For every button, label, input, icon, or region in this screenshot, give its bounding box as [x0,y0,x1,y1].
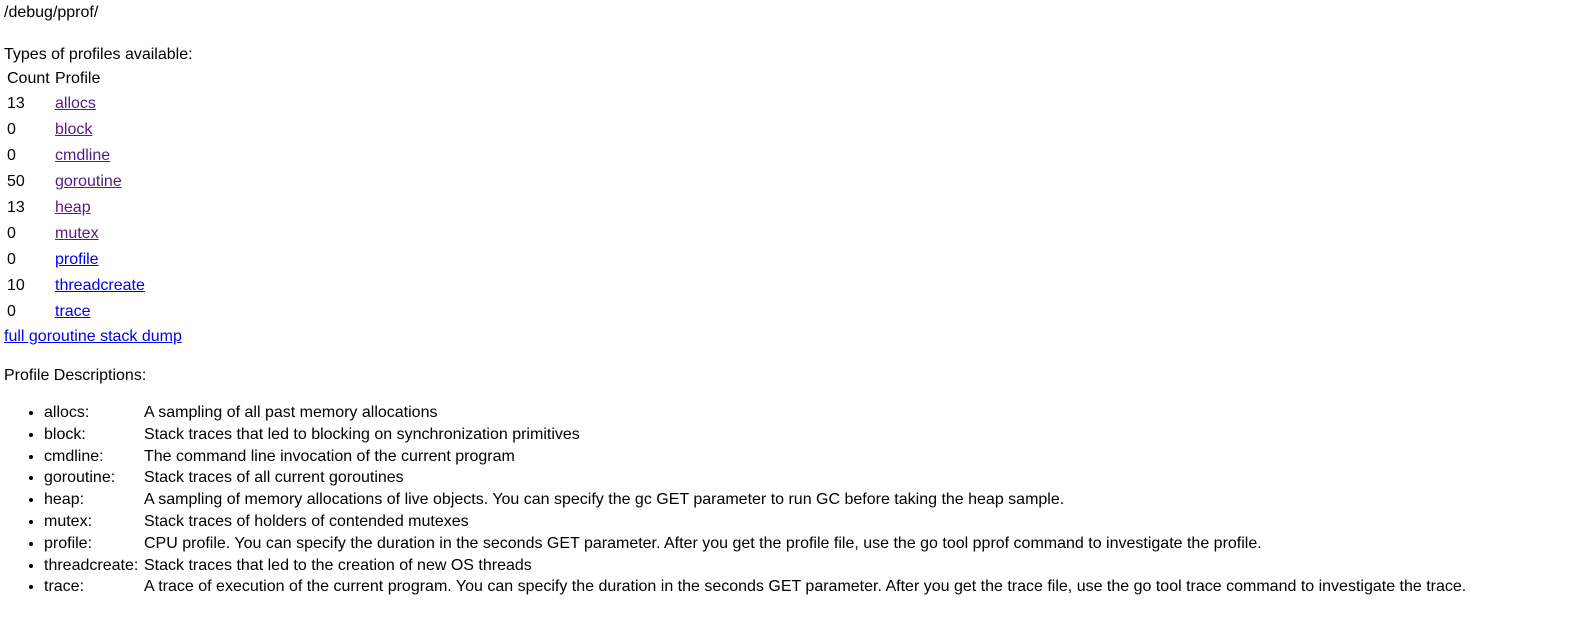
profile-count: 13 [7,95,25,112]
list-item [44,511,1576,533]
descriptions-list [4,402,1576,598]
profile-name: allocs: [44,404,90,421]
full-goroutine-stack-dump-link[interactable]: full goroutine stack dump [4,328,182,345]
profile-description: A sampling of all past memory allocations [144,404,438,421]
table-row [6,300,146,324]
profile-description: CPU profile. You can specify the duration in the seconds GET parameter. After you get the profile file, use the go tool pprof command to investigate the profile. [144,534,1262,552]
profile-description: Stack traces of all current goroutines [144,469,404,487]
profile-link-goroutine[interactable]: goroutine [55,173,122,190]
profile-link-trace[interactable]: trace [55,303,91,320]
profile-name: cmdline: [44,447,104,465]
table-row [6,170,146,194]
count-header: Count [7,70,50,87]
table-row [6,248,146,272]
profile-description: A sampling of memory allocations of live objects. You can specify the gc GET parameter to run GC before taking the heap sample. [144,491,1065,509]
profile-description: The command line invocation of the current program [144,447,515,465]
table-row [6,118,146,142]
page-title: /debug/pprof/ [4,4,99,21]
table-row [6,196,146,220]
list-item [44,446,1576,468]
profile-name: goroutine: [44,469,116,487]
profile-count: 0 [7,303,16,320]
profile-link-allocs[interactable]: allocs [55,95,96,112]
profile-link-heap[interactable]: heap [55,199,91,216]
list-item [44,489,1576,511]
table-row [6,92,146,116]
list-item [44,424,1576,446]
profile-count: 0 [7,225,16,242]
profile-name: block: [44,425,86,443]
profile-count: 10 [7,277,25,294]
profile-count: 0 [7,147,16,164]
profile-header: Profile [55,70,101,87]
profiles-table [4,66,148,326]
profile-description: Stack traces that led to the creation of new OS threads [144,556,532,574]
profile-name: threadcreate: [44,556,139,574]
profile-count: 13 [7,199,25,216]
profile-link-cmdline[interactable]: cmdline [55,147,111,164]
list-item [44,467,1576,489]
descriptions-heading: Profile Descriptions: [4,367,147,384]
profile-name: mutex: [44,512,93,530]
profile-description: A trace of execution of the current program. You can specify the duration in the seconds GET parameter. After you get the trace file, use the go tool trace command to investigate the trace. [144,578,1467,596]
table-row [6,144,146,168]
profile-count: 0 [7,121,16,138]
profile-link-profile[interactable]: profile [55,251,99,268]
list-item [44,402,1576,424]
list-item [44,533,1576,555]
list-item [44,576,1576,598]
profile-name: profile: [44,534,93,552]
table-row [6,222,146,246]
types-heading: Types of profiles available: [4,46,193,63]
profile-count: 0 [7,251,16,268]
profile-name: trace: [44,578,85,596]
profile-link-threadcreate[interactable]: threadcreate [55,277,145,294]
profile-description: Stack traces that led to blocking on synchronization primitives [144,425,580,443]
profile-count: 50 [7,173,25,190]
profile-name: heap: [44,491,85,509]
profile-description: Stack traces of holders of contended mutexes [144,512,469,530]
profile-link-mutex[interactable]: mutex [55,225,99,242]
table-row [6,274,146,298]
list-item [44,555,1576,577]
profile-link-block[interactable]: block [55,121,93,138]
